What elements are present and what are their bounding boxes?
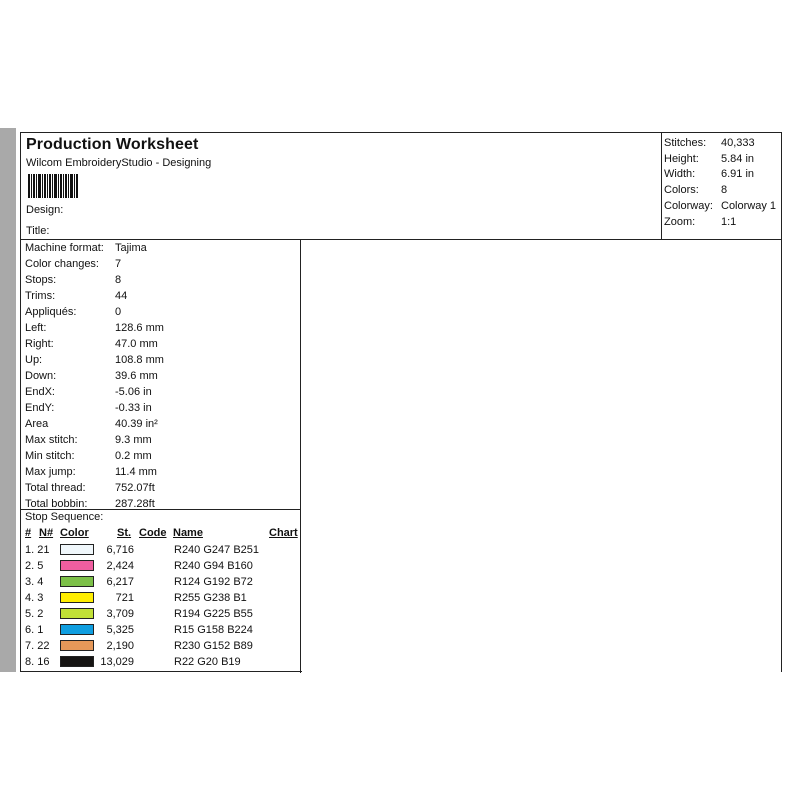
summary-value: Colorway 1 [721,199,777,212]
stat-value: 44 [115,290,128,302]
color-swatch [60,544,94,555]
stat-row [25,304,297,320]
stat-label: Max jump: [25,466,76,478]
design-label: Design: [26,204,64,216]
stat-value: 108.8 mm [115,354,164,366]
stat-label: Area [25,418,49,430]
stat-row [25,464,297,480]
color-swatch [60,608,94,619]
stat-label: Stops: [25,274,57,286]
color-name: R15 G158 B224 [174,624,253,636]
stat-value: 40.39 in² [115,418,158,430]
color-swatch [60,624,94,635]
stitch-count: 721 [115,592,134,604]
stitch-count: 6,716 [106,544,134,556]
color-name: R194 G225 B55 [174,608,253,620]
color-name: R22 G20 B19 [174,656,241,668]
col-header-stitches: St. [117,527,132,539]
stitch-count: 5,325 [106,624,134,636]
stat-value: 0.2 mm [115,450,152,462]
barcode-icon [27,174,79,198]
stat-value: 0 [115,306,122,318]
summary-label: Zoom: [664,215,696,228]
left-margin-strip [0,128,16,672]
stop-index: 4. 3 [25,592,44,604]
table-row [25,638,301,654]
stop-sequence-table [21,509,300,674]
stat-label: Max stitch: [25,434,78,446]
machine-stats-panel [21,239,301,673]
stat-label: Down: [25,370,57,382]
summary-row-colors [664,183,776,199]
stat-label: Color changes: [25,258,99,270]
summary-label: Stitches: [664,137,707,149]
stat-label: Appliqués: [25,306,77,318]
color-swatch [60,640,94,651]
table-row [25,654,301,670]
page-title: Production Worksheet [26,136,199,153]
col-header-num: # [25,527,32,539]
page-subtitle: Wilcom EmbroideryStudio - Designing [26,157,212,169]
table-bottom-rule [20,671,302,672]
stop-index: 3. 4 [25,576,44,588]
stat-row [25,288,297,304]
summary-label: Width: [664,168,696,181]
stitch-count: 3,709 [106,608,134,620]
table-row [25,542,301,558]
stat-row [25,448,297,464]
title-label: Title: [26,225,50,237]
stat-label: Total thread: [25,482,86,494]
stat-value: 47.0 mm [115,338,158,350]
stitch-count: 2,190 [106,640,134,652]
summary-label: Height: [664,152,699,165]
table-row [25,622,301,638]
stat-row [25,432,297,448]
color-swatch [60,592,94,603]
stat-value: -0.33 in [115,402,152,414]
stop-index: 7. 22 [25,640,50,652]
stat-row [25,368,297,384]
stat-label: Left: [25,322,47,334]
stop-index: 8. 16 [25,656,50,668]
summary-label: Colors: [664,184,699,197]
stop-sequence-title: Stop Sequence: [25,511,104,523]
stat-row [25,336,297,352]
summary-row-colorway [664,199,776,215]
stop-index: 1. 21 [25,544,50,556]
stat-value: 752.07ft [115,482,155,494]
color-name: R240 G94 B160 [174,560,253,572]
stat-row [25,384,297,400]
stat-label: Machine format: [25,242,104,254]
stat-value: 7 [115,258,122,270]
stop-index: 6. 1 [25,624,44,636]
stat-label: Right: [25,338,54,350]
stitch-count: 2,424 [106,560,134,572]
production-worksheet [20,132,782,672]
stat-row [25,400,297,416]
summary-value: 1:1 [721,215,737,228]
table-row [25,574,301,590]
stat-value: 39.6 mm [115,370,158,382]
summary-row-width [664,167,776,183]
table-row [25,590,301,606]
col-header-color: Color [60,527,89,539]
stop-index: 2. 5 [25,560,44,572]
summary-row-stitches [664,136,776,152]
summary-row-zoom [664,215,776,231]
header-info [21,133,662,239]
stat-label: Up: [25,354,43,366]
stat-row [25,256,297,272]
stat-row [25,240,297,256]
stat-row [25,272,297,288]
stats-list [25,240,297,512]
col-header-code: Code [139,527,167,539]
stat-value: 8 [115,274,122,286]
stat-row [25,416,297,432]
stat-label: Min stitch: [25,450,75,462]
stitch-count: 13,029 [100,656,134,668]
worksheet-header [21,133,781,240]
stat-label: Trims: [25,290,56,302]
stat-label: EndY: [25,402,55,414]
stat-value: 128.6 mm [115,322,164,334]
color-name: R255 G238 B1 [174,592,247,604]
stat-row [25,480,297,496]
color-name: R230 G152 B89 [174,640,253,652]
color-swatch [60,656,94,667]
design-summary [664,136,776,230]
stop-sequence-header [25,527,301,541]
stat-row [25,320,297,336]
col-header-name: Name [173,527,203,539]
summary-value: 8 [721,184,728,197]
col-header-needle: N# [39,527,54,539]
table-row [25,606,301,622]
stop-sequence-rows [25,542,301,670]
col-header-chart: Chart [269,527,298,539]
stat-label: Total bobbin: [25,498,88,510]
color-swatch [60,560,94,571]
stat-label: EndX: [25,386,55,398]
color-name: R124 G192 B72 [174,576,253,588]
summary-value: 6.91 in [721,168,755,181]
summary-label: Colorway: [664,199,713,212]
stat-row [25,352,297,368]
stat-value: -5.06 in [115,386,152,398]
summary-row-height [664,152,776,168]
stitch-count: 6,217 [106,576,134,588]
summary-value: 40,333 [721,137,755,149]
summary-value: 5.84 in [721,152,755,165]
table-row [25,558,301,574]
stat-value: Tajima [115,242,147,254]
color-swatch [60,576,94,587]
stop-index: 5. 2 [25,608,44,620]
stat-value: 287.28ft [115,498,155,510]
stat-value: 11.4 mm [115,466,157,478]
stat-value: 9.3 mm [115,434,152,446]
color-name: R240 G247 B251 [174,544,260,556]
